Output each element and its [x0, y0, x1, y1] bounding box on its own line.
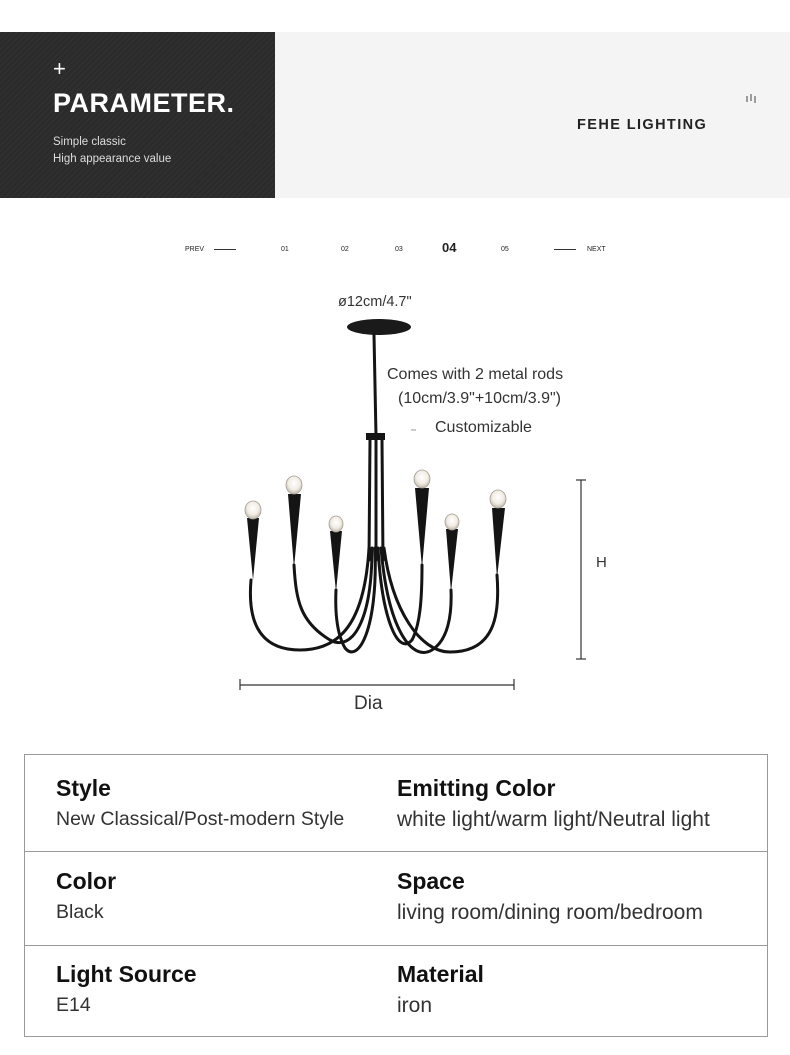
cone-4 [415, 488, 429, 568]
page-title: PARAMETER. [53, 88, 235, 118]
page-02[interactable]: 02 [341, 246, 349, 253]
page-03[interactable]: 03 [395, 246, 403, 253]
cone-6 [492, 508, 505, 578]
height-dimension [576, 480, 586, 659]
diameter-dimension [240, 679, 514, 690]
subtitle-line-1: Simple classic [53, 136, 126, 148]
spec-material-label: Material [397, 961, 484, 987]
prev-link[interactable]: PREV [185, 246, 205, 253]
page-04-active[interactable]: 04 [442, 240, 457, 255]
cone-1 [247, 518, 259, 580]
spec-style-value: New Classical/Post-modern Style [56, 808, 345, 830]
spec-emitting-label: Emitting Color [397, 775, 556, 801]
brand-name: FEHE LIGHTING [577, 117, 708, 133]
canopy-diameter-label: ø12cm/4.7" [338, 294, 412, 310]
arm-2 [294, 548, 372, 643]
hanging-rod [374, 335, 376, 436]
row-divider [25, 851, 767, 852]
spec-space-value: living room/dining room/bedroom [397, 901, 703, 924]
spec-color-label: Color [56, 868, 117, 894]
page-05[interactable]: 05 [501, 246, 509, 253]
plus-icon: + [53, 56, 66, 81]
next-link[interactable]: NEXT [587, 246, 606, 253]
arm-5 [381, 548, 451, 652]
spec-material-value: iron [397, 994, 433, 1017]
specs-table [24, 754, 768, 1037]
diameter-label: Dia [354, 693, 383, 714]
spec-emitting-value: white light/warm light/Neutral light [397, 808, 710, 831]
spec-color-value: Black [56, 901, 104, 923]
cone-5 [446, 529, 458, 592]
rods-text-line-2: (10cm/3.9"+10cm/3.9") [398, 390, 561, 407]
page-01[interactable]: 01 [281, 246, 289, 253]
rods-text-line-3: Customizable [435, 419, 532, 436]
arm-1 [250, 548, 369, 650]
spec-source-label: Light Source [56, 961, 197, 987]
bulb-5 [445, 514, 459, 530]
height-label: H [596, 554, 607, 571]
bulb-2 [286, 476, 302, 494]
bulb-4 [414, 470, 430, 488]
bulb-6 [490, 490, 506, 508]
row-divider [25, 945, 767, 946]
spec-space-label: Space [397, 868, 465, 894]
bulb-1 [245, 501, 261, 519]
bulb-3 [329, 516, 343, 532]
spec-source-value: E14 [56, 994, 91, 1016]
rods-text-line-1: Comes with 2 metal rods [387, 366, 564, 383]
cone-3 [330, 531, 342, 592]
arm-6 [384, 548, 498, 652]
canopy-disc [347, 319, 411, 335]
cone-2 [288, 494, 301, 568]
spec-style-label: Style [56, 775, 111, 801]
subtitle-line-2: High appearance value [53, 153, 172, 165]
